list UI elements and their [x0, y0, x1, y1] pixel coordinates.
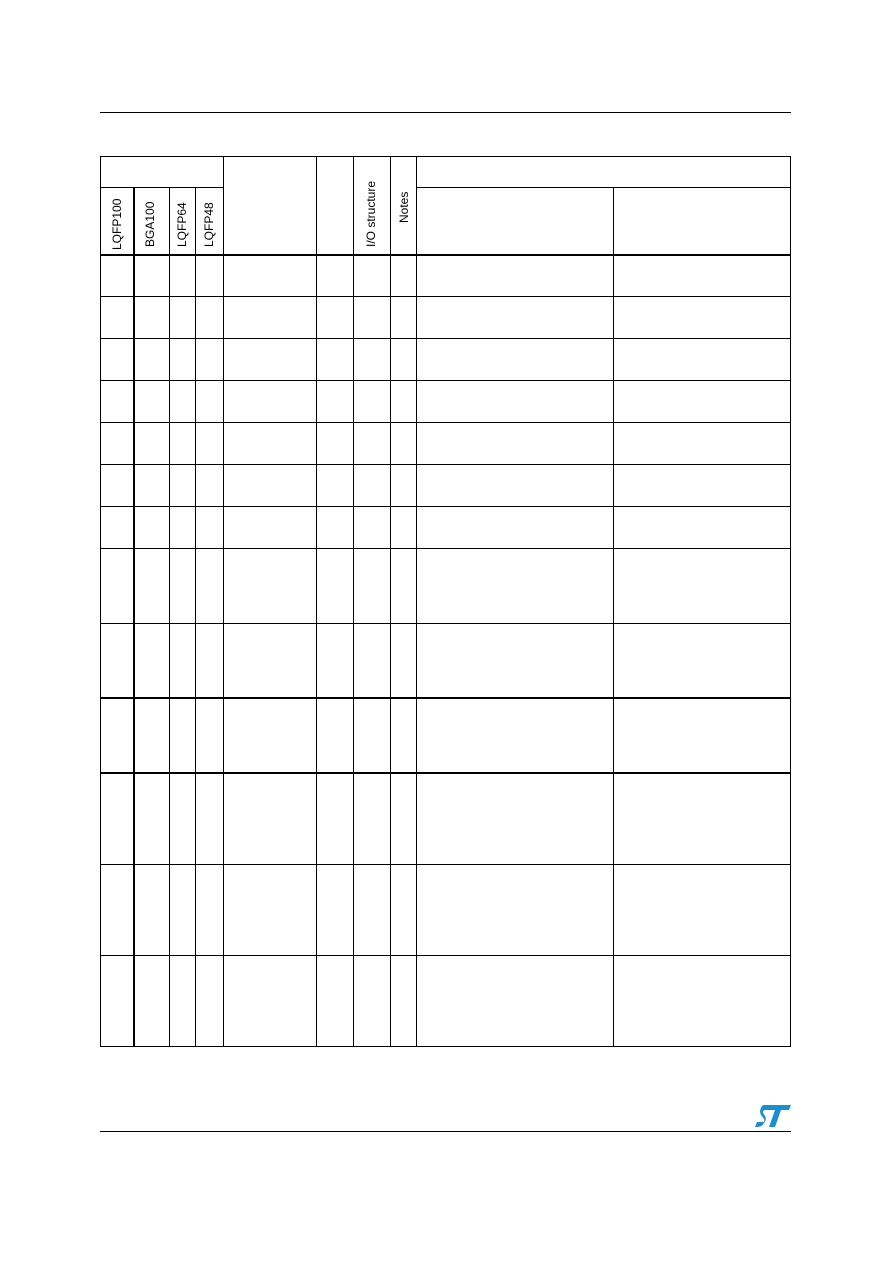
row-separator [100, 296, 791, 297]
header-lqfp48: LQFP48 [202, 202, 216, 247]
col-divider-3 [195, 187, 196, 1047]
header-bga100: BGA100 [143, 201, 157, 247]
col-divider-5 [316, 156, 317, 1047]
table-bottom-border [100, 1046, 791, 1047]
col-divider-8 [416, 156, 417, 1047]
row-separator [100, 338, 791, 339]
col-divider-4 [223, 156, 224, 1047]
header-notes: Notes [397, 191, 411, 223]
col-divider-6 [353, 156, 354, 1047]
row-separator [100, 422, 791, 423]
row-separator [100, 464, 791, 465]
col-divider-2 [169, 187, 170, 1047]
header-rule [100, 112, 791, 113]
header-subrule-left [100, 187, 223, 188]
header-io-structure: I/O structure [364, 180, 378, 247]
row-separator [100, 380, 791, 381]
row-separator [100, 623, 791, 624]
col-divider-9 [613, 187, 614, 1047]
row-separator [100, 548, 791, 549]
st-logo-icon [754, 1104, 792, 1128]
col-divider-7 [390, 156, 391, 1047]
footer-rule [100, 1131, 791, 1132]
header-lqfp100: LQFP100 [110, 198, 124, 250]
col-divider-1 [133, 187, 135, 1047]
table-right-border [790, 156, 791, 1047]
table-left-border [100, 156, 101, 1047]
header-subrule-right [416, 187, 791, 188]
table-top-border [100, 156, 791, 157]
header-bottom-rule [100, 254, 791, 256]
row-separator [100, 506, 791, 507]
row-separator [100, 955, 791, 956]
row-separator-thick [100, 697, 791, 699]
row-separator [100, 864, 791, 865]
header-lqfp64: LQFP64 [175, 202, 189, 247]
row-separator-thick [100, 772, 791, 774]
